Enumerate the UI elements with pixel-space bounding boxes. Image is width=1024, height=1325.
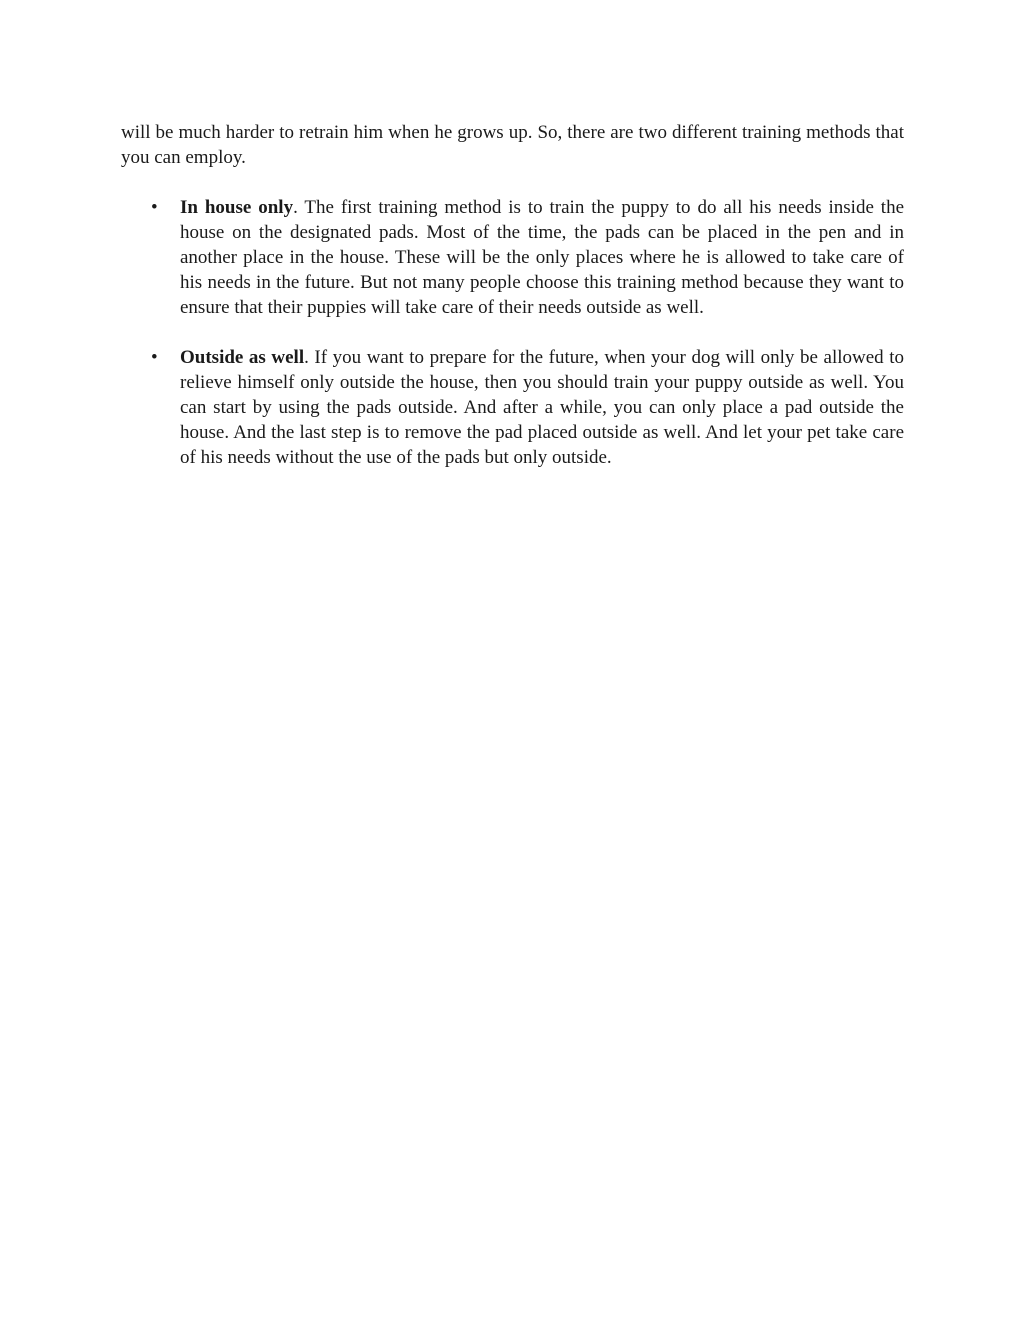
list-item — [121, 345, 904, 470]
intro-paragraph: will be much harder to retrain him when he grows up. So, there are two different training methods that you can employ. — [121, 122, 904, 168]
method-description: . The first training method is to train the puppy to do all his needs inside the house on the designated pads. Most of the time, the pads can be placed in the pen and in another place in the house. These will be the only places where he is allowed to take care of his needs in the future. But not many people choose this training method because they want to ensure that their puppies will take care of their needs outside as well. — [180, 197, 904, 318]
bullet-icon: • — [151, 347, 158, 368]
method-title: In house only — [180, 197, 294, 218]
method-description: . If you want to prepare for the future, when your dog will only be allowed to relieve himself only outside the house, then you should train your puppy outside as well. You can start by using the pads outside. And after a while, you can only place a pad outside the house. And the last step is to remove the pad placed outside as well. And let your pet take care of his needs without the use of the pads but only outside. — [180, 347, 905, 468]
bullet-icon: • — [151, 197, 158, 218]
document-page — [121, 120, 904, 495]
method-text — [180, 197, 904, 318]
method-title: Outside as well — [180, 347, 305, 368]
training-methods-list — [121, 195, 904, 470]
list-item — [121, 195, 904, 320]
method-text — [180, 347, 904, 468]
